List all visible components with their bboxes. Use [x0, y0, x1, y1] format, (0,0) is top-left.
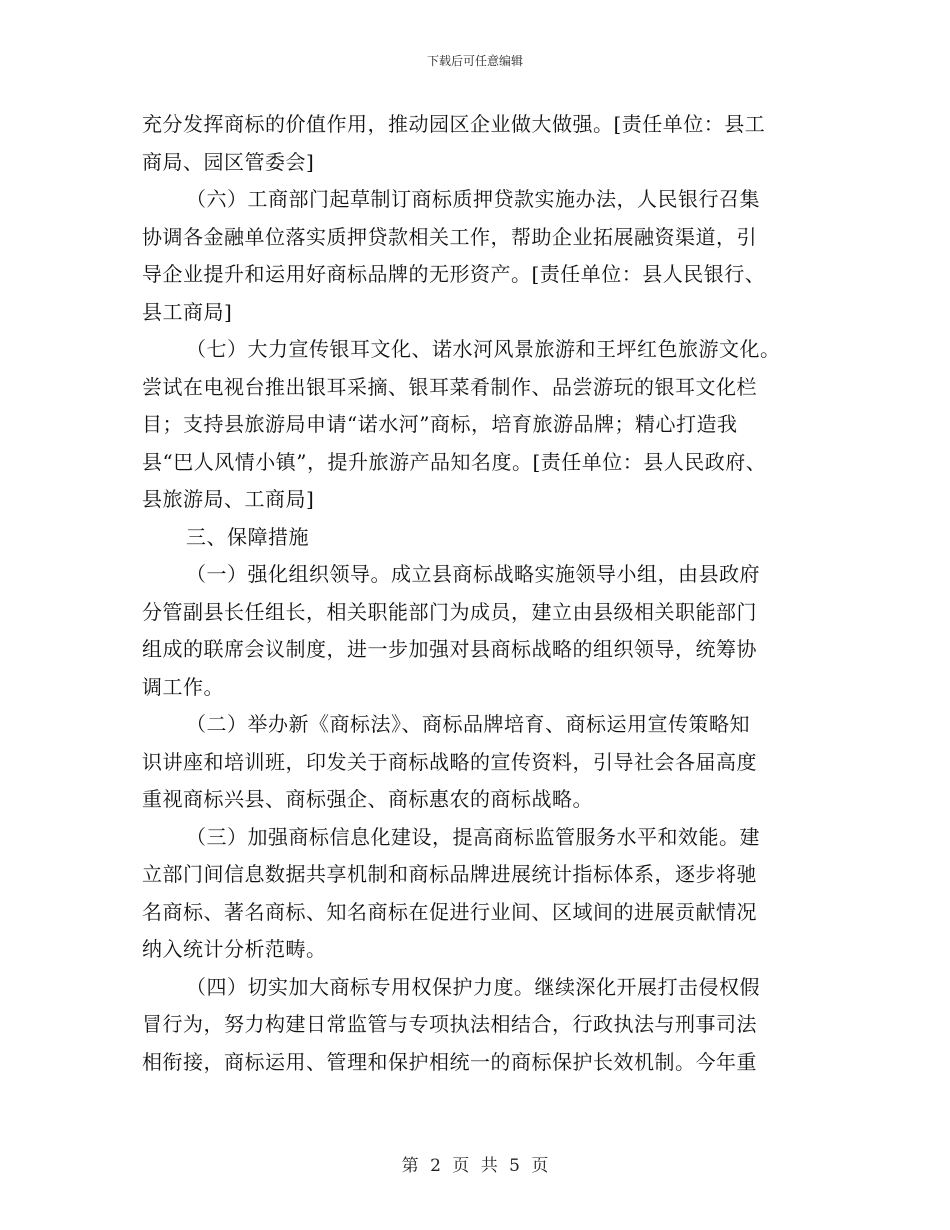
paragraph-start-line: （二）举办新《商标法》、商标品牌培育、商标运用宣传策略知 — [186, 712, 750, 736]
text-line: 相衔接，商标运用、管理和保护相统一的商标保护长效机制。今年重 — [142, 1049, 757, 1074]
text-line: 组成的联席会议制度，进一步加强对县商标战略的组织领导，统筹协 — [142, 637, 757, 661]
text-line: 商局、园区管委会] — [142, 149, 315, 174]
page-number-footer: 第 2 页 共 5 页 — [401, 1156, 549, 1176]
section-heading: 三、保障措施 — [186, 524, 309, 549]
paragraph-start-line: （六）工商部门起草制订商标质押贷款实施办法，人民银行召集 — [186, 187, 760, 211]
text-line: 目；支持县旅游局申请“诺水河”商标，培育旅游品牌；精心打造我 — [142, 412, 738, 436]
text-line: 识讲座和培训班，印发关于商标战略的宣传资料，引导社会各届高度 — [142, 749, 757, 774]
text-line: 纳入统计分析范畴。 — [142, 937, 327, 961]
text-line: 名商标、著名商标、知名商标在促进行业间、区域间的进展贡献情况 — [142, 899, 757, 924]
text-line: 重视商标兴县、商标强企、商标惠农的商标战略。 — [142, 787, 593, 811]
text-line: 尝试在电视台推出银耳采摘、银耳菜肴制作、品尝游玩的银耳文化栏 — [142, 374, 757, 399]
text-line: 县旅游局、工商局] — [142, 487, 315, 511]
text-line: 立部门间信息数据共享机制和商标品牌进展统计指标体系，逐步将驰 — [142, 862, 757, 886]
text-line: 协调各金融单位落实质押贷款相关工作，帮助企业拓展融资渠道，引 — [142, 224, 757, 249]
text-line: 分管副县长任组长，相关职能部门为成员，建立由县级相关职能部门 — [142, 599, 757, 624]
text-line: 充分发挥商标的价值作用，推动园区企业做大做强。[责任单位：县工 — [142, 112, 766, 136]
page-header: 下载后可任意编辑 — [426, 54, 523, 68]
paragraph-start-line: （四）切实加大商标专用权保护力度。继续深化开展打击侵权假 — [186, 974, 760, 999]
paragraph-start-line: （三）加强商标信息化建设，提高商标监管服务水平和效能。建 — [186, 824, 760, 849]
text-line: 县工商局] — [142, 299, 233, 324]
paragraph-start-line: （七）大力宣传银耳文化、诺水河风景旅游和王坪红色旅游文化。 — [186, 337, 781, 361]
text-line: 导企业提升和运用好商标品牌的无形资产。[责任单位：县人民银行、 — [142, 262, 766, 286]
text-line: 冒行为，努力构建日常监管与专项执法相结合，行政执法与刑事司法 — [142, 1012, 757, 1036]
paragraph-start-line: （一）强化组织领导。成立县商标战略实施领导小组，由县政府 — [186, 562, 760, 586]
text-line: 调工作。 — [142, 674, 224, 699]
document-body — [142, 106, 822, 1081]
text-line: 县“巴人风情小镇”，提升旅游产品知名度。[责任单位：县人民政府、 — [142, 449, 767, 474]
